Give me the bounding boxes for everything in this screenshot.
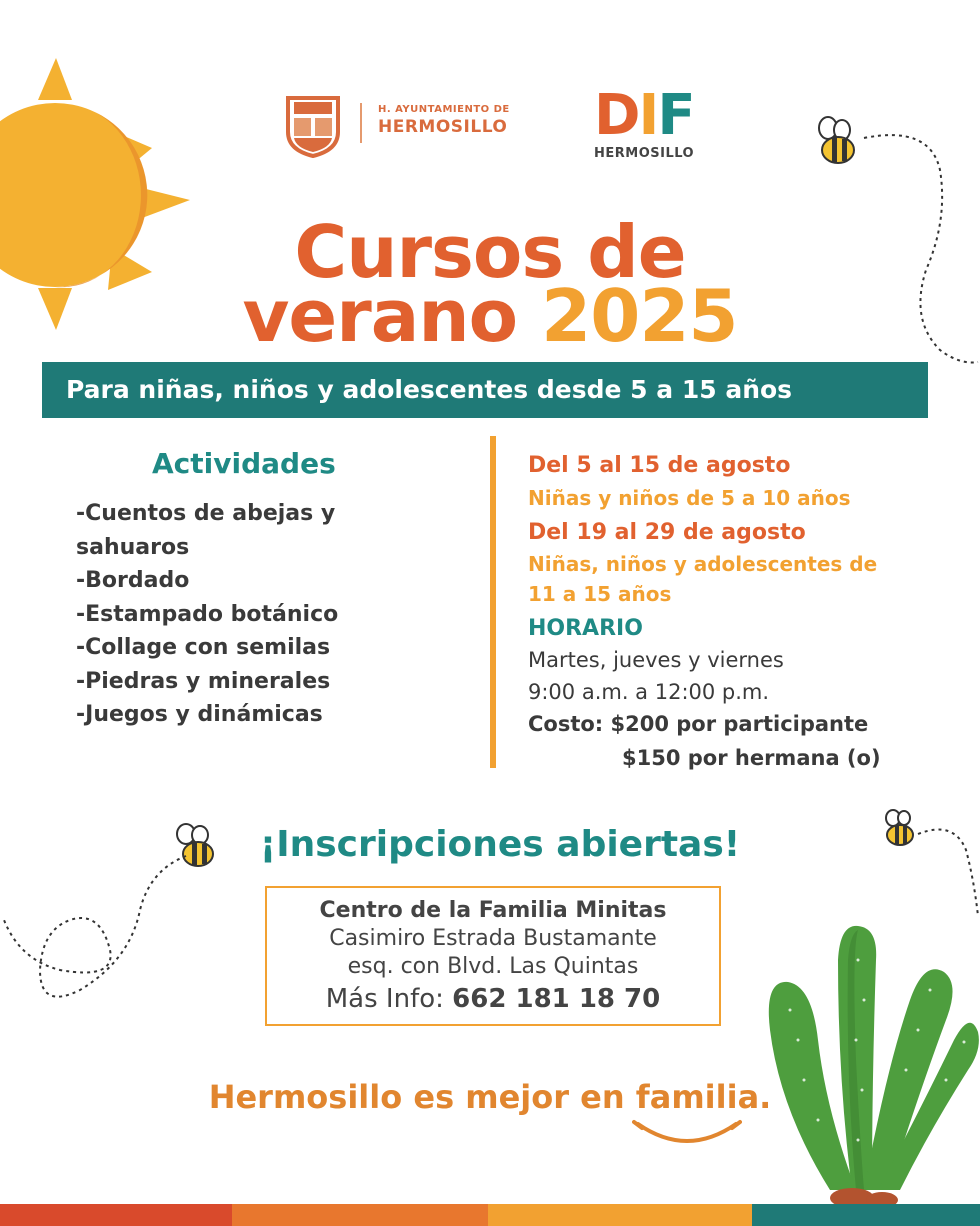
inscripciones-heading: ¡Inscripciones abiertas! bbox=[259, 824, 741, 865]
column-divider bbox=[490, 436, 496, 768]
period1-group: Niñas y niños de 5 a 10 años bbox=[528, 486, 851, 510]
title-year: 2025 bbox=[541, 274, 738, 358]
title-verano: verano bbox=[242, 274, 542, 358]
list-item: -Estampado botánico bbox=[76, 601, 339, 627]
period1-date: Del 5 al 15 de agosto bbox=[528, 453, 791, 478]
dif-letter-i: I bbox=[638, 83, 658, 148]
list-item: -Cuentos de abejas y bbox=[76, 501, 336, 526]
cost-sibling: $150 por hermana (o) bbox=[622, 746, 881, 770]
activities-title: Actividades bbox=[152, 447, 336, 480]
bottom-bar-yellow bbox=[488, 1204, 752, 1226]
address-street: Casimiro Estrada Bustamante bbox=[329, 926, 657, 951]
dif-logo bbox=[594, 83, 694, 148]
address-place: Centro de la Familia Minitas bbox=[319, 898, 667, 923]
address-corner: esq. con Blvd. Las Quintas bbox=[347, 954, 639, 979]
ayuntamiento-small: H. AYUNTAMIENTO DE bbox=[378, 104, 510, 115]
bee-icon bbox=[812, 116, 860, 168]
cost-participant: Costo: $200 por participante bbox=[528, 712, 869, 736]
period2-date: Del 19 al 29 de agosto bbox=[528, 520, 806, 545]
audience-banner: Para niñas, niños y adolescentes desde 5 a 15 años bbox=[42, 362, 928, 418]
page-title-line2 bbox=[0, 276, 980, 356]
bottom-bar-orange bbox=[232, 1204, 488, 1226]
period2-group-line1: Niñas, niños y adolescentes de bbox=[528, 552, 878, 576]
ayuntamiento-name bbox=[378, 104, 528, 137]
slogan: Hermosillo es mejor en familia. bbox=[208, 1078, 772, 1116]
ayuntamiento-shield-logo bbox=[284, 92, 342, 158]
list-item: sahuaros bbox=[76, 534, 190, 560]
bee-flight-path bbox=[0, 850, 190, 1010]
cactus-illustration bbox=[760, 920, 980, 1210]
dif-sub: HERMOSILLO bbox=[594, 146, 695, 161]
period2-group-line2: 11 a 15 años bbox=[528, 582, 672, 606]
info-label: Más Info: bbox=[325, 984, 453, 1014]
info-line bbox=[265, 984, 721, 1014]
dif-letter-f: F bbox=[657, 83, 694, 148]
list-item: -Juegos y dinámicas bbox=[76, 702, 323, 727]
smile-icon bbox=[632, 1118, 742, 1148]
list-item: -Collage con semilas bbox=[76, 635, 331, 660]
list-item: -Piedras y minerales bbox=[76, 668, 331, 694]
bottom-bar-red bbox=[0, 1204, 232, 1226]
logo-separator bbox=[360, 103, 362, 143]
bottom-bar-teal bbox=[752, 1204, 980, 1226]
page-title-line1: Cursos de bbox=[294, 210, 686, 294]
schedule-time: 9:00 a.m. a 12:00 p.m. bbox=[528, 680, 770, 704]
horario-label: HORARIO bbox=[528, 616, 643, 641]
phone-number: 662 181 18 70 bbox=[452, 984, 661, 1014]
list-item: -Bordado bbox=[76, 568, 190, 593]
ayuntamiento-big: HERMOSILLO bbox=[378, 117, 508, 137]
activities-list bbox=[76, 497, 338, 732]
dif-letter-d: D bbox=[594, 83, 639, 148]
schedule-days: Martes, jueves y viernes bbox=[528, 648, 784, 672]
